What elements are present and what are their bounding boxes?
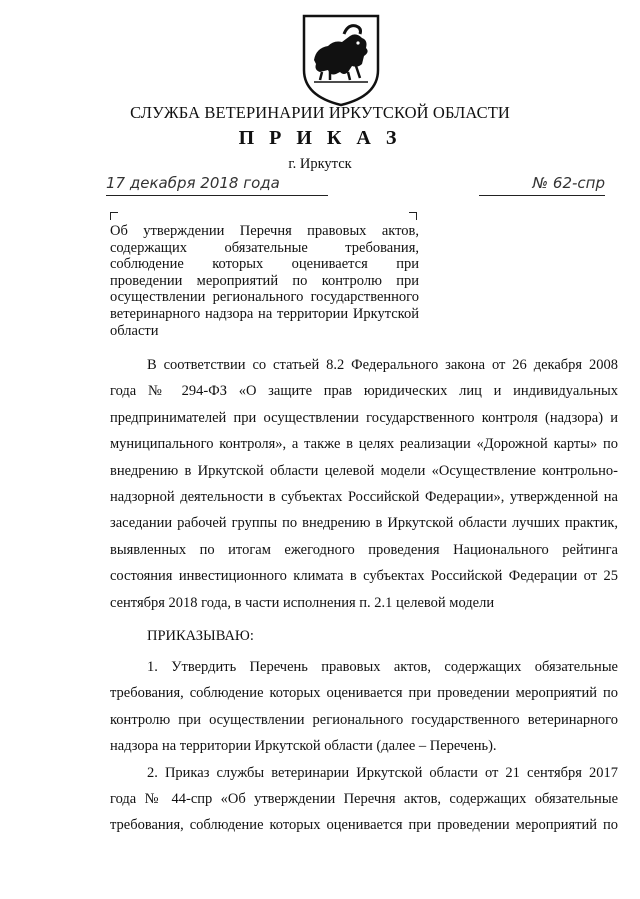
text-line: заседании рабочей группы по внедрению в Иркутской области лучших практик, (110, 515, 618, 532)
text-line: года № 294-ФЗ «О защите прав юридических лиц и индивидуальных (110, 383, 618, 400)
text-line: выявленных по итогам ежегодного проведения Национального рейтинга (110, 541, 618, 558)
text-line: В соответствии со статьей 8.2 Федерального закона от 26 декабря 2008 (147, 357, 618, 373)
text-line: внедрению в Иркутской области целевой модели «Осуществление контрольно- (110, 462, 618, 479)
title-line: ветеринарного надзора на территории Иркутской (110, 305, 419, 322)
title-bracket-left (110, 212, 118, 220)
item-1-line: контролю при осуществлении регионального государственного ветеринарного (110, 711, 618, 728)
title-line: проведении мероприятий по контролю при (110, 272, 419, 289)
title-line: соблюдение которых оценивается при (110, 256, 419, 273)
order-items (110, 654, 618, 839)
order-word: ПРИКАЗЫВАЮ: (147, 628, 254, 644)
text-line: муниципального контроля», а также в целях реализации «Дорожной карты» по (110, 436, 618, 453)
handwritten-number: № 62-спр (479, 174, 605, 196)
city: г. Иркутск (288, 156, 352, 172)
handwritten-date: 17 декабря 2018 года (106, 174, 328, 196)
organization-name: СЛУЖБА ВЕТЕРИНАРИИ ИРКУТСКОЙ ОБЛАСТИ (130, 103, 510, 122)
title-bracket-right (409, 212, 417, 220)
title-line: области (110, 322, 159, 339)
item-1-line: надзора на территории Иркутской области (далее – Перечень). (110, 738, 497, 755)
text-line: предпринимателей при осуществлении государственного контроля (надзора) и (110, 409, 618, 426)
item-2-line: 2. Приказ службы ветеринарии Иркутской области от 21 сентября 2017 (147, 764, 618, 781)
item-2-line: года № 44-спр «Об утверждении Перечня актов, содержащих обязательные (110, 791, 618, 808)
title-line: Об утверждении Перечня правовых актов, (110, 223, 419, 239)
document-type: П Р И К А З (238, 127, 402, 149)
title-line: содержащих обязательные требования, (110, 239, 419, 256)
item-1-line: требования, соблюдение которых оценивается при проведении мероприятий по (110, 685, 618, 702)
preamble-paragraph (110, 352, 618, 616)
coat-of-arms-icon (300, 12, 382, 108)
title-line: осуществлении регионального государственного (110, 289, 419, 306)
item-1-line: 1. Утвердить Перечень правовых актов, содержащих обязательные (147, 659, 618, 675)
document-title (110, 223, 419, 339)
text-line: состояния инвестиционного климата в субъектах Российской Федерации от 25 (110, 568, 618, 585)
item-2-line: требования, соблюдение которых оценивается при проведении мероприятий по (110, 817, 618, 834)
text-line: надзорной деятельности в субъектах Российской Федерации», утвержденной на (110, 489, 618, 506)
text-line: сентября 2018 года, в части исполнения п. 2.1 целевой модели (110, 594, 495, 611)
